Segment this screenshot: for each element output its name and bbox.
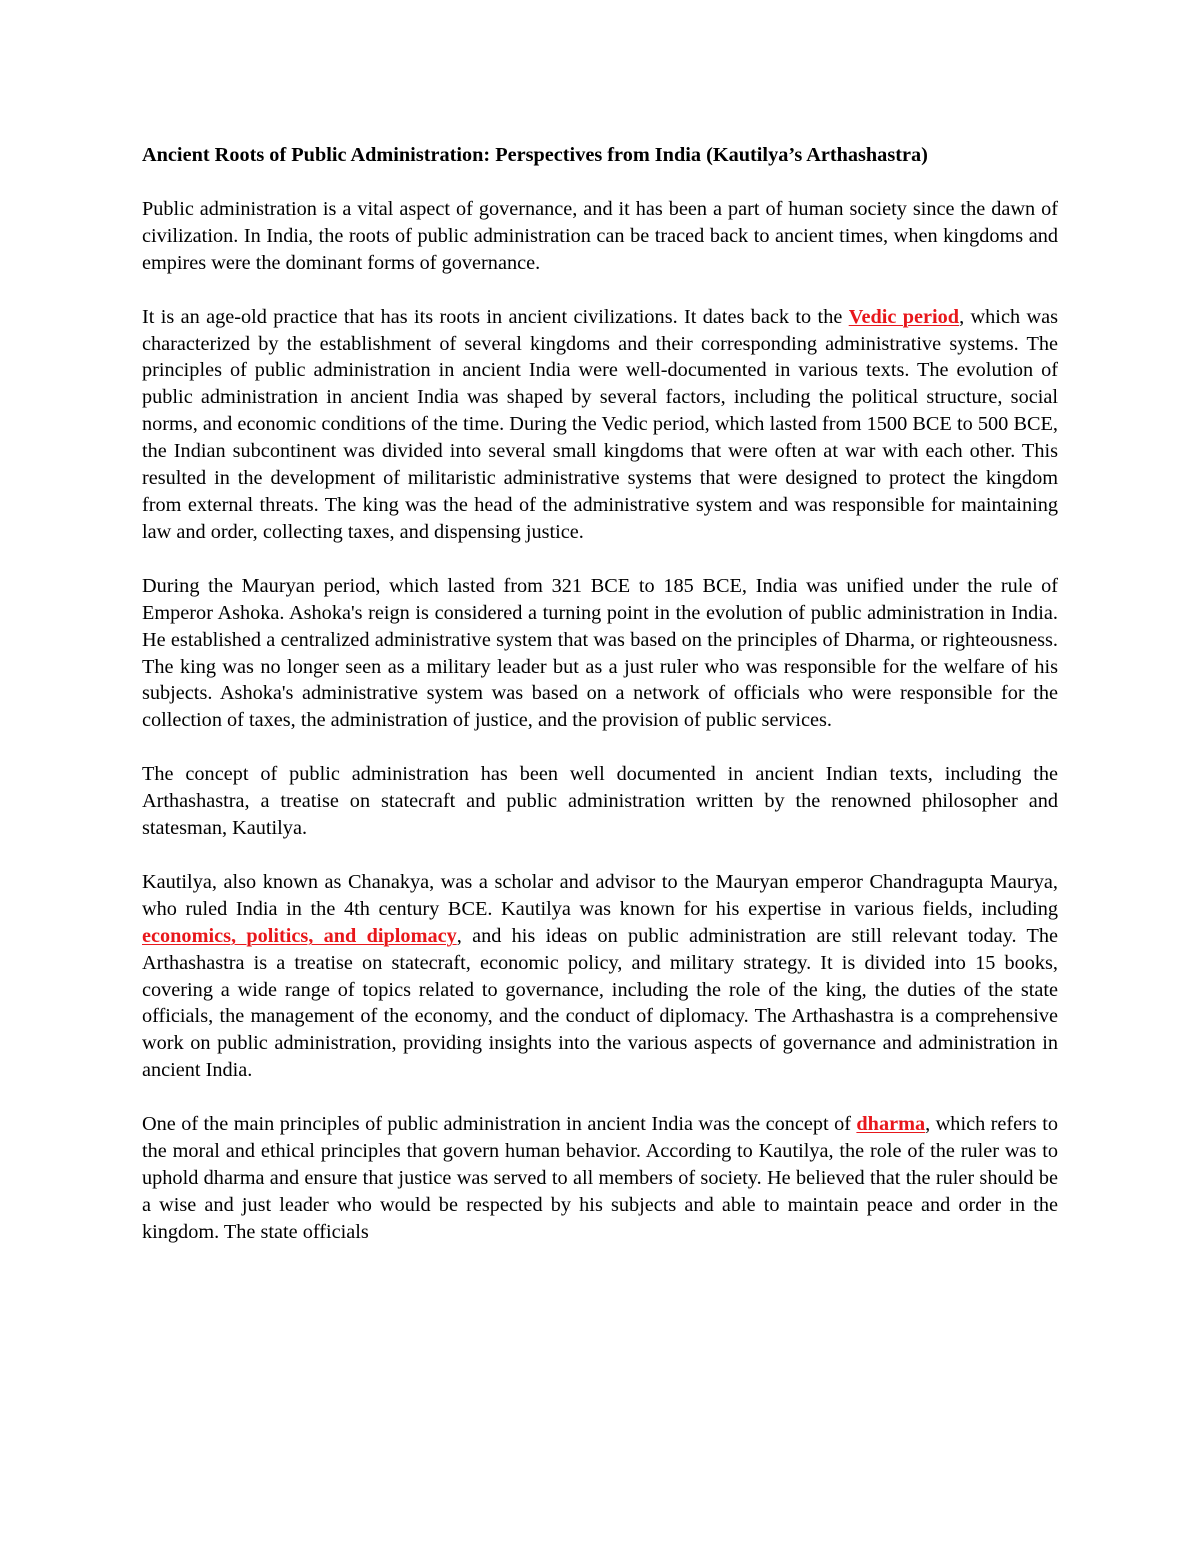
document-title: Ancient Roots of Public Administration: Perspectives from India (Kautilya’s Arthashastra) bbox=[142, 144, 928, 166]
highlight-economics-politics-diplomacy: economics, politics, and diplomacy bbox=[142, 924, 457, 947]
paragraph-vedic-period bbox=[142, 304, 1058, 546]
paragraph-kautilya bbox=[142, 869, 1058, 1084]
paragraph-intro: Public administration is a vital aspect of governance, and it has been a part of human society since the dawn of civilization. In India, the roots of public administration can be traced back to ancient times, when kingdoms and empires were the dominant forms of governance. bbox=[142, 197, 1058, 274]
paragraph-mauryan-period: During the Mauryan period, which lasted from 321 BCE to 185 BCE, India was unified under the rule of Emperor Ashoka. Ashoka's reign is considered a turning point in the evolution of public administration in India. He established a centralized administrative system that was based on the principles of Dharma, or righteousness. The king was no longer seen as a military leader but as a just ruler who was responsible for the welfare of his subjects. Ashoka's administrative system was based on a network of officials who were responsible for the collection of taxes, the administration of justice, and the provision of public services. bbox=[142, 574, 1058, 732]
highlight-dharma: dharma bbox=[856, 1113, 926, 1136]
paragraph-text: It is an age-old practice that has its roots in ancient civilizations. It dates back to the bbox=[142, 305, 849, 328]
paragraph-arthashastra: The concept of public administration has been well documented in ancient Indian texts, including the Arthashastra, a treatise on statecraft and public administration written by the renowned philosopher and statesman, Kautilya. bbox=[142, 763, 1058, 840]
paragraph-text: , which was characterized by the establishment of several kingdoms and their corresponding administrative systems. The principles of public administration in ancient India were well-documented in various texts. The evolution of public administration in ancient India was shaped by several factors, including the political structure, social norms, and economic conditions of the time. During the Vedic period, which lasted from 1500 BCE to 500 BCE, the Indian subcontinent was divided into several small kingdoms that were often at war with each other. This resulted in the development of militaristic administrative systems that were designed to protect the kingdom from external threats. The king was the head of the administrative system and was responsible for maintaining law and order, collecting taxes, and dispensing justice. bbox=[142, 305, 1058, 543]
document-body bbox=[142, 142, 1058, 1273]
highlight-vedic-period: Vedic period bbox=[848, 305, 960, 328]
paragraph-text: Kautilya, also known as Chanakya, was a scholar and advisor to the Mauryan emperor Chandragupta Maurya, who ruled India in the 4th century BCE. Kautilya was known for his expertise in various fields, including bbox=[142, 870, 1058, 920]
paragraph-text: , which refers to the moral and ethical principles that govern human behavior. According to Kautilya, the role of the ruler was to uphold dharma and ensure that justice was served to all members of society. He believed that the ruler should be a wise and just leader who would be respected by his subjects and able to maintain peace and order in the kingdom. The state officials bbox=[142, 1113, 1059, 1243]
paragraph-dharma bbox=[142, 1111, 1058, 1246]
paragraph-text: One of the main principles of public administration in ancient India was the concept of bbox=[142, 1113, 857, 1136]
paragraph-text: , and his ideas on public administration are still relevant today. The Arthashastra is a treatise on statecraft, economic policy, and military strategy. It is divided into 15 books, covering a wide range of topics related to governance, including the role of the king, the duties of the state officials, the management of the economy, and the conduct of diplomacy. The Arthashastra is a comprehensive work on public administration, providing insights into the various aspects of governance and administration in ancient India. bbox=[142, 924, 1058, 1082]
